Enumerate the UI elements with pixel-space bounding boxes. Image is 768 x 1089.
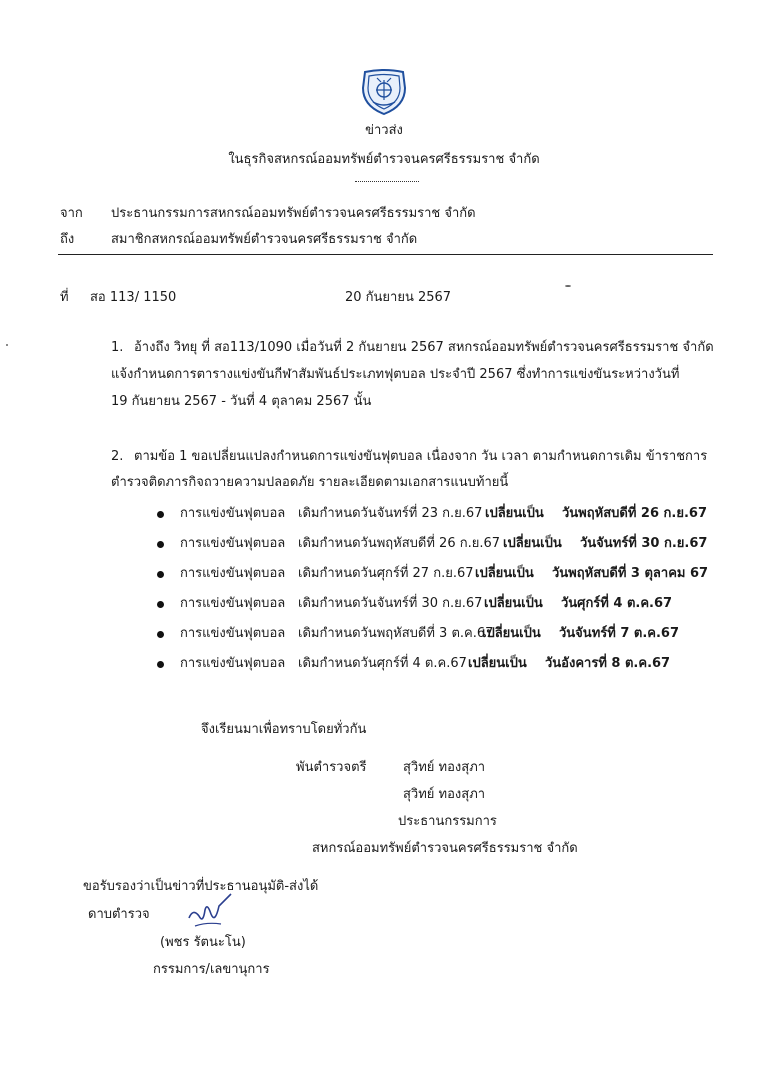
sender-printed-name: สุวิทย์ ทองสุภา xyxy=(403,787,486,802)
schedule-event: การแข่งขันฟุตบอล xyxy=(180,626,286,641)
schedule-event: การแข่งขันฟุตบอล xyxy=(180,566,286,581)
schedule-original-date: เดิมกำหนดวันศุกร์ที่ 27 ก.ย.67 xyxy=(298,566,474,581)
paragraph-2-number: 2. xyxy=(111,449,124,464)
schedule-new-date: วันพฤหัสบดีที่ 3 ตุลาคม 67 xyxy=(552,566,709,581)
handwritten-signature xyxy=(185,888,235,934)
ref-date: 20 กันยายน 2567 xyxy=(345,290,452,305)
schedule-new-date: วันศุกร์ที่ 4 ต.ค.67 xyxy=(561,596,673,611)
schedule-new-date: วันจันทร์ที่ 30 ก.ย.67 xyxy=(580,536,708,551)
from-label: จาก xyxy=(60,206,83,221)
schedule-new-date: วันอังคารที่ 8 ต.ค.67 xyxy=(545,656,671,671)
paragraph-1-line-2: แจ้งกำหนดการตารางแข่งขันกีฬาสัมพันธ์ประเภทฟุตบอล ประจำปี 2567 ซึ่งทำการแข่งขันระหว่างวันที่ xyxy=(111,367,680,382)
schedule-new-date: วันพฤหัสบดีที่ 26 ก.ย.67 xyxy=(562,506,707,521)
ref-number: สอ 113/ 1150 xyxy=(90,290,177,305)
to-label: ถึง xyxy=(60,232,75,247)
paragraph-2-line-1: ตามข้อ 1 ขอเปลี่ยนแปลงกำหนดการแข่งขันฟุตบอล เนื่องจาก วัน เวลา ตามกำหนดการเดิม ข้าราชการ xyxy=(134,449,708,464)
dotted-separator xyxy=(355,181,419,182)
paragraph-1-number: 1. xyxy=(111,340,124,355)
to-value: สมาชิกสหกรณ์ออมทรัพย์ตำรวจนครศรีธรรมราช จำกัด xyxy=(111,232,418,247)
from-value: ประธานกรรมการสหกรณ์ออมทรัพย์ตำรวจนครศรีธรรมราช จำกัด xyxy=(111,206,476,221)
schedule-change-label: เปลี่ยนเป็น xyxy=(485,506,544,521)
certifier-position: กรรมการ/เลขานุการ xyxy=(153,962,270,977)
schedule-change-label: เปลี่ยนเป็น xyxy=(468,656,527,671)
organization-emblem-icon xyxy=(355,66,413,118)
bullet-icon xyxy=(157,631,164,638)
scan-speck xyxy=(6,344,8,346)
bullet-icon xyxy=(157,571,164,578)
schedule-change-label: เปลี่ยนเป็น xyxy=(482,626,541,641)
schedule-event: การแข่งขันฟุตบอล xyxy=(180,596,286,611)
bullet-icon xyxy=(157,661,164,668)
sender-signature-name: สุวิทย์ ทองสุภา xyxy=(403,760,486,775)
schedule-event: การแข่งขันฟุตบอล xyxy=(180,506,286,521)
sender-position: ประธานกรรมการ xyxy=(398,814,497,829)
schedule-new-date: วันจันทร์ที่ 7 ต.ค.67 xyxy=(559,626,680,641)
bullet-icon xyxy=(157,601,164,608)
schedule-event: การแข่งขันฟุตบอล xyxy=(180,656,286,671)
bullet-icon xyxy=(157,511,164,518)
closing-greeting: จึงเรียนมาเพื่อทราบโดยทั่วกัน xyxy=(201,722,367,737)
header-divider xyxy=(58,254,713,255)
schedule-original-date: เดิมกำหนดวันจันทร์ที่ 23 ก.ย.67 xyxy=(298,506,483,521)
paragraph-2-line-2: ตำรวจติดภารกิจถวายความปลอดภัย รายละเอียดตามเอกสารแนบท้ายนี้ xyxy=(111,475,509,490)
paragraph-1-line-1: อ้างถึง วิทยุ ที่ สอ113/1090 เมื่อวันที่ 2 กันยายน 2567 สหกรณ์ออมทรัพย์ตำรวจนครศรีธรรมราช จำกัด xyxy=(134,340,714,355)
paragraph-1-line-3: 19 กันยายน 2567 - วันที่ 4 ตุลาคม 2567 นั้น xyxy=(111,394,372,409)
certifier-rank: ดาบตำรวจ xyxy=(88,907,150,922)
certification-statement: ขอรับรองว่าเป็นข่าวที่ประธานอนุมัติ-ส่งได้ xyxy=(83,879,319,894)
document-title: ข่าวส่ง xyxy=(365,123,403,138)
schedule-change-label: เปลี่ยนเป็น xyxy=(503,536,562,551)
schedule-original-date: เดิมกำหนดวันจันทร์ที่ 30 ก.ย.67 xyxy=(298,596,483,611)
schedule-event: การแข่งขันฟุตบอล xyxy=(180,536,286,551)
schedule-original-date: เดิมกำหนดวันพฤหัสบดีที่ 26 ก.ย.67 xyxy=(298,536,501,551)
schedule-change-label: เปลี่ยนเป็น xyxy=(475,566,534,581)
document-subtitle: ในธุรกิจสหกรณ์ออมทรัพย์ตำรวจนครศรีธรรมราช จำกัด xyxy=(228,152,540,167)
schedule-original-date: เดิมกำหนดวันพฤหัสบดีที่ 3 ต.ค.67 xyxy=(298,626,494,641)
schedule-original-date: เดิมกำหนดวันศุกร์ที่ 4 ต.ค.67 xyxy=(298,656,467,671)
schedule-change-label: เปลี่ยนเป็น xyxy=(484,596,543,611)
ref-label: ที่ xyxy=(60,290,69,305)
certifier-name: (พชร รัตนะโน) xyxy=(160,935,246,950)
bullet-icon xyxy=(157,541,164,548)
sender-rank: พันตำรวจตรี xyxy=(296,760,367,775)
scan-speck xyxy=(565,285,571,287)
sender-organization: สหกรณ์ออมทรัพย์ตำรวจนครศรีธรรมราช จำกัด xyxy=(312,841,578,856)
